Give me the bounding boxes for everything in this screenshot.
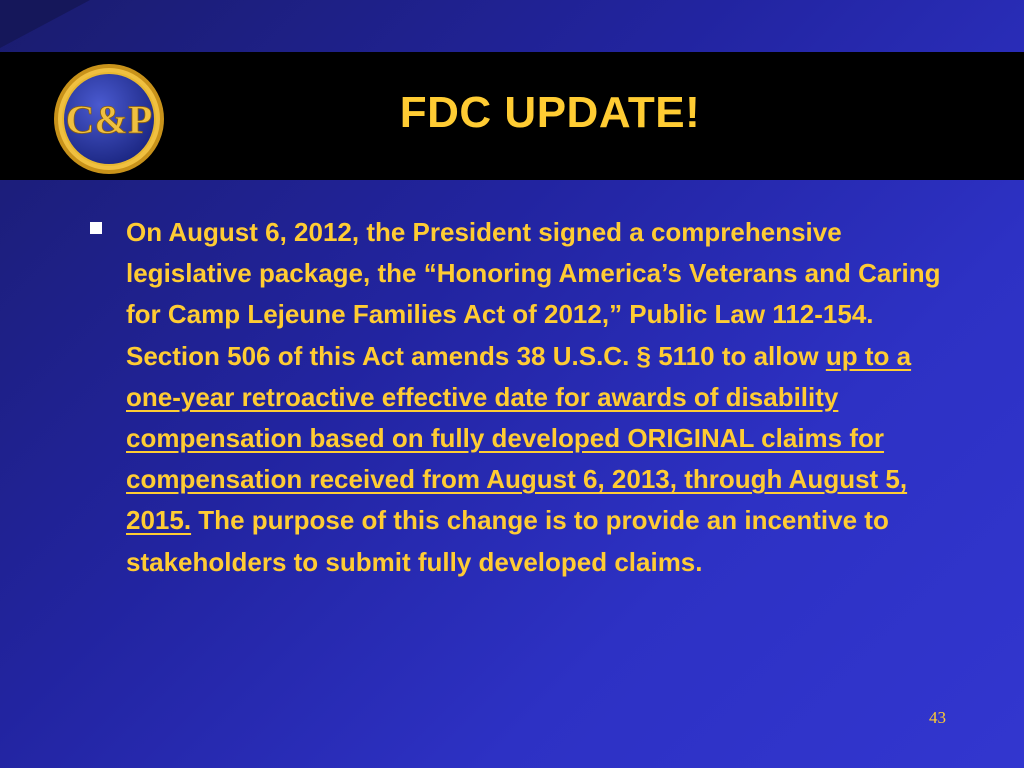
bullet-item <box>90 212 950 583</box>
square-bullet-icon <box>90 222 102 234</box>
bullet-text-underlined: up to a one-year retroactive effective date for awards of disability compensation based on fully developed ORIGINAL claims for compensation received from August 6, 2013, through August 5, 2015. <box>126 340 912 536</box>
logo-text: C&P <box>65 97 153 142</box>
bullet-text-intro: On August 6, 2012, the President signed a comprehensive legislative package, the “Honoring America’s Veterans and Caring for Camp Lejeune Families Act of 2012,” Public Law 112-154. Section 506 of this Act amends 38 U.S.C. § 5110 to allow <box>126 217 941 371</box>
page-number: 43 <box>929 708 946 727</box>
cp-logo <box>52 62 166 176</box>
slide-title: FDC UPDATE! <box>399 88 701 137</box>
bullet-paragraph <box>126 212 950 583</box>
corner-decoration <box>0 0 90 48</box>
bullet-text-purpose: The purpose of this change is to provide an incentive to stakeholders to submit fully developed claims. <box>126 505 889 577</box>
